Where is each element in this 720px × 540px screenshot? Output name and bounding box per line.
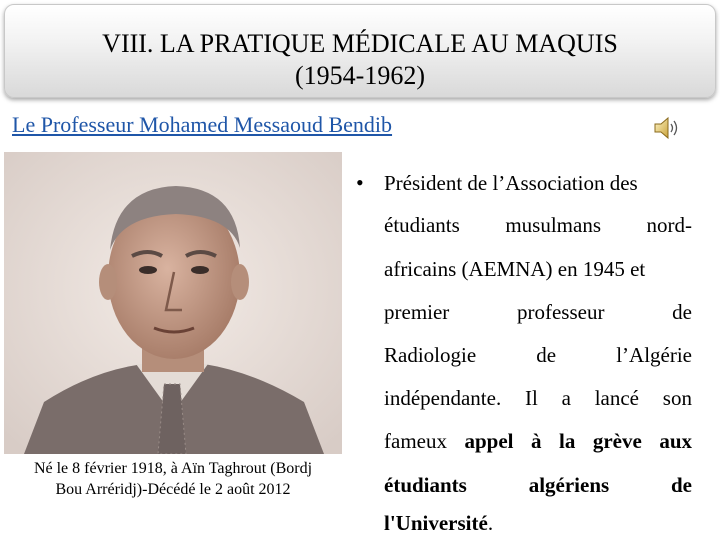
bullet-line-1: Président de l’Association des [384,171,638,195]
bullet-word-bold: de [671,473,692,497]
bullet-line-5 [384,340,692,370]
bullet-word-bold: étudiants [384,473,467,497]
bullet-word: de [672,300,692,324]
bullet-word-bold: appel [464,429,514,453]
bullet-period: . [487,511,494,535]
bullet-word-bold: la [559,429,576,453]
bullet-word: premier [384,300,450,324]
bullet-word: étudiants [384,213,460,237]
bullet-word: a [561,386,571,410]
bullet-line-7 [384,426,692,456]
bullet-line-2 [384,210,692,240]
bullet-word: de [536,343,557,367]
bullet-word: Radiologie [384,343,477,367]
slide-subtitle-link[interactable]: Le Professeur Mohamed Messaoud Bendib [12,112,393,137]
bullet-line-3: africains (AEMNA) en 1945 et [384,257,646,281]
bullet-line-6 [384,383,692,413]
bullet-word: Il [524,386,538,410]
bullet-word: professeur [517,300,605,324]
portrait-photo [4,152,342,454]
bullet-word: musulmans [505,213,601,237]
bullet-marker: • [356,170,364,195]
bullet-word: indépendante. [384,386,502,410]
bullet-word-bold: aux [659,429,692,453]
bullet-word-bold: à [531,429,542,453]
bullet-word-bold: grève [592,429,642,453]
bullet-word: fameux [384,429,447,453]
bullet-line-4 [384,297,692,327]
slide-title-line-1: VIII. LA PRATIQUE MÉDICALE AU MAQUIS [102,29,618,58]
bullet-word-bold: l'Université [384,511,488,535]
bullet-word: lancé [594,386,639,410]
bullet-word: son [662,386,692,410]
bullet-word: l’Algérie [616,343,692,367]
caption-line-2: Bou Arréridj)-Décédé le 2 août 2012 [55,481,291,498]
slide-title-line-2: (1954-1962) [295,61,425,90]
bullet-line-8 [384,470,692,500]
speaker-icon[interactable] [652,116,682,140]
title-banner [4,4,716,98]
photo-caption [4,458,342,500]
caption-line-1: Né le 8 février 1918, à Aïn Taghrout (Bordj [33,460,313,477]
bullet-word: nord- [646,213,692,237]
bullet-word-bold: algériens [528,473,610,497]
bullet-line-9 [384,508,692,538]
